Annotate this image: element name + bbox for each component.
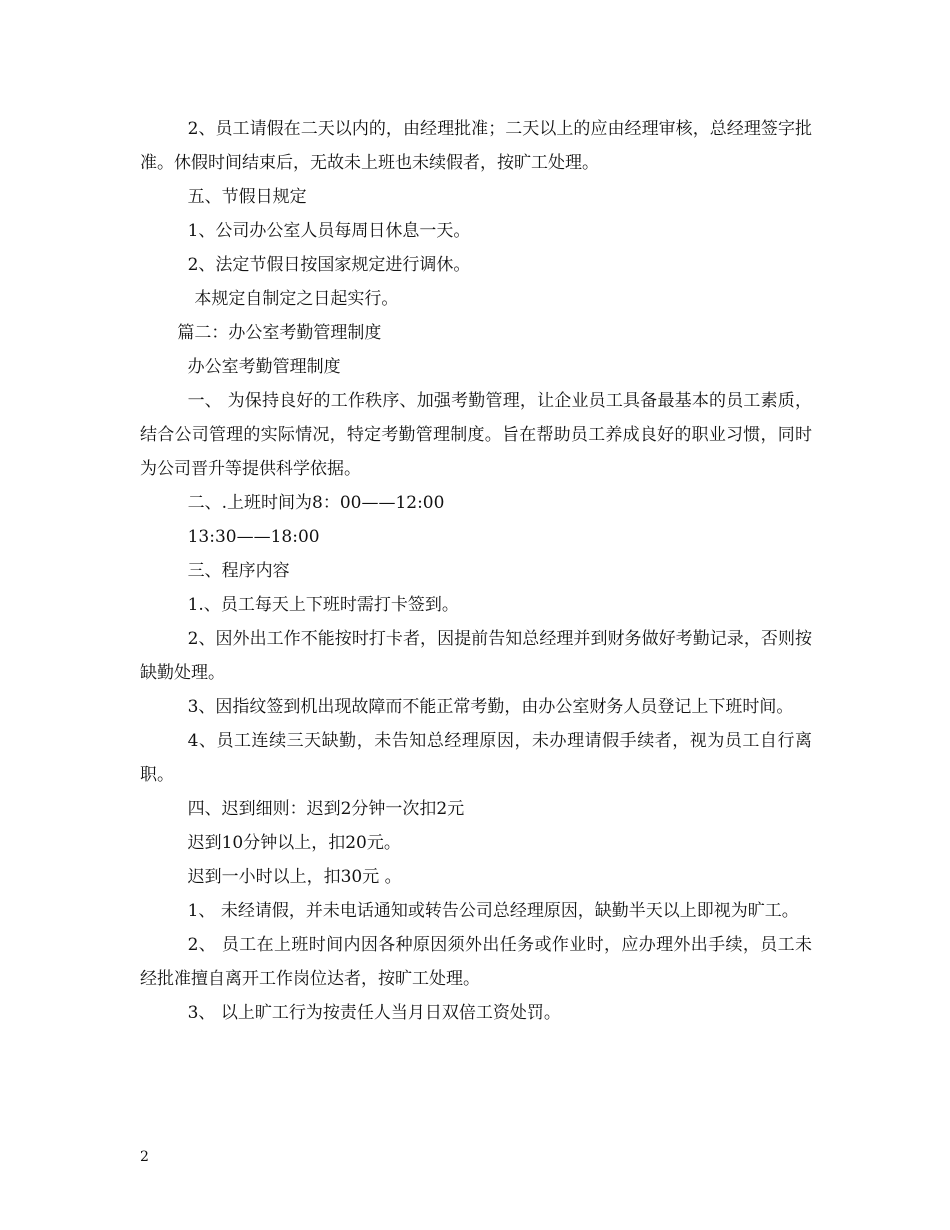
document-body [140, 112, 812, 1030]
paragraph-work-hours-afternoon: 13:30——18:00 [187, 527, 320, 547]
paragraph-late-1-hour: 迟到一小时以上，扣30元 。 [187, 867, 402, 887]
paragraph-leave-approval: 2、员工请假在二天以内的，由经理批准；二天以上的应由经理审核，总经理签字批准。休假时间结束后，无故未上班也未续假者，按旷工处理。 [140, 119, 812, 173]
document-title: 办公室考勤管理制度 [187, 357, 341, 377]
paragraph-field-work: 2、因外出工作不能按时打卡者，因提前告知总经理并到财务做好考勤记录，否则按缺勤处理。 [140, 629, 812, 683]
paragraph-weekly-rest: 1、公司办公室人员每周日休息一天。 [187, 221, 471, 241]
paragraph-absence-rule-2: 2、 员工在上班时间内因各种原因须外出任务或作业时，应办理外出手续，员工未经批准擅自离开工作岗位达者，按旷工处理。 [140, 935, 812, 989]
section-heading-procedure: 三、程序内容 [187, 561, 290, 581]
page-number: 2 [140, 1149, 149, 1165]
paragraph-effective-date: 本规定自制定之日起实行。 [194, 289, 399, 309]
paragraph-purpose: 一、 为保持良好的工作秩序、加强考勤管理，让企业员工具备最基本的员工素质，结合公司管理的实际情况，特定考勤管理制度。旨在帮助员工养成良好的职业习惯，同时为公司晋升等提供科学依据。 [140, 391, 812, 479]
paragraph-absence-rule-3: 3、 以上旷工行为按责任人当月日双倍工资处罚。 [187, 1003, 561, 1023]
paragraph-late-10-min: 迟到10分钟以上，扣20元。 [187, 833, 401, 853]
paragraph-statutory-holidays: 2、法定节假日按国家规定进行调休。 [187, 255, 471, 275]
paragraph-consecutive-absence: 4、员工连续三天缺勤，未告知总经理原因，未办理请假手续者，视为员工自行离职。 [140, 731, 812, 785]
paragraph-absence-rule-1: 1、 未经请假，并未电话通知或转告公司总经理原因，缺勤半天以上即视为旷工。 [187, 901, 799, 921]
paragraph-fingerprint-failure: 3、因指纹签到机出现故障而不能正常考勤，由办公室财务人员登记上下班时间。 [187, 697, 794, 717]
section-heading-holidays: 五、节假日规定 [187, 187, 307, 207]
paragraph-clock-in: 1.、员工每天上下班时需打卡签到。 [187, 595, 459, 615]
paragraph-work-hours-morning: 二、.上班时间为8：00——12:00 [187, 493, 445, 513]
chapter-title: 篇二：办公室考勤管理制度 [177, 323, 382, 343]
section-heading-lateness: 四、迟到细则：迟到2分钟一次扣2元 [187, 799, 465, 819]
